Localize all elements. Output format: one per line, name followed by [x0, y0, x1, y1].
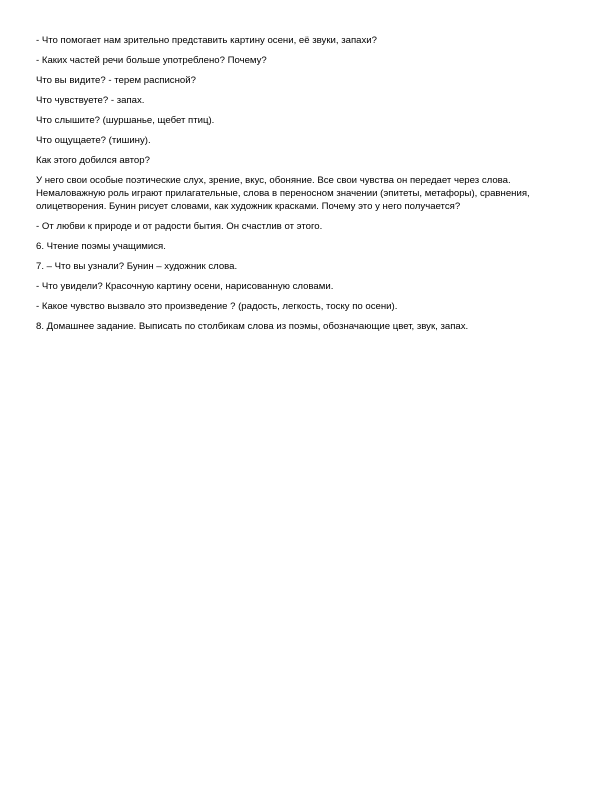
paragraph-author-senses: У него свои особые поэтические слух, зрение, вкус, обоняние. Все свои чувства он передает через слова. Немаловажную роль играют прилагательные, слова в переносном значении (эпитеты, метафоры), сравнения, олицетворения. Бунин рисует словами, как художник красками. Почему это у него получается?: [36, 175, 530, 212]
question-what-saw: - Что увидели? Красочную картину осени, нарисованную словами.: [36, 281, 334, 292]
question-visualize-autumn: - Что помогает нам зрительно представить картину осени, её звуки, запахи?: [36, 35, 377, 46]
question-what-you-hear: Что слышите? (шуршанье, щебет птиц).: [36, 115, 215, 126]
step-6-reading: 6. Чтение поэмы учащимися.: [36, 241, 166, 252]
step-8-homework: 8. Домашнее задание. Выписать по столбикам слова из поэмы, обозначающие цвет, звук, запах.: [36, 321, 469, 332]
question-how-author-achieved: Как этого добился автор?: [36, 155, 150, 166]
question-what-you-see: Что вы видите? - терем расписной?: [36, 75, 196, 86]
step-7-what-learned: 7. – Что вы узнали? Бунин – художник слова.: [36, 261, 238, 272]
question-what-feeling: - Какое чувство вызвало это произведение ? (радость, легкость, тоску по осени).: [36, 301, 398, 312]
document-body: [36, 34, 576, 340]
question-what-you-sense: Что ощущаете? (тишину).: [36, 135, 151, 146]
answer-love-of-nature: - От любви к природе и от радости бытия. Он счастлив от этого.: [36, 221, 323, 232]
question-what-you-feel: Что чувствуете? - запах.: [36, 95, 145, 106]
question-parts-of-speech: - Каких частей речи больше употреблено? Почему?: [36, 55, 267, 66]
